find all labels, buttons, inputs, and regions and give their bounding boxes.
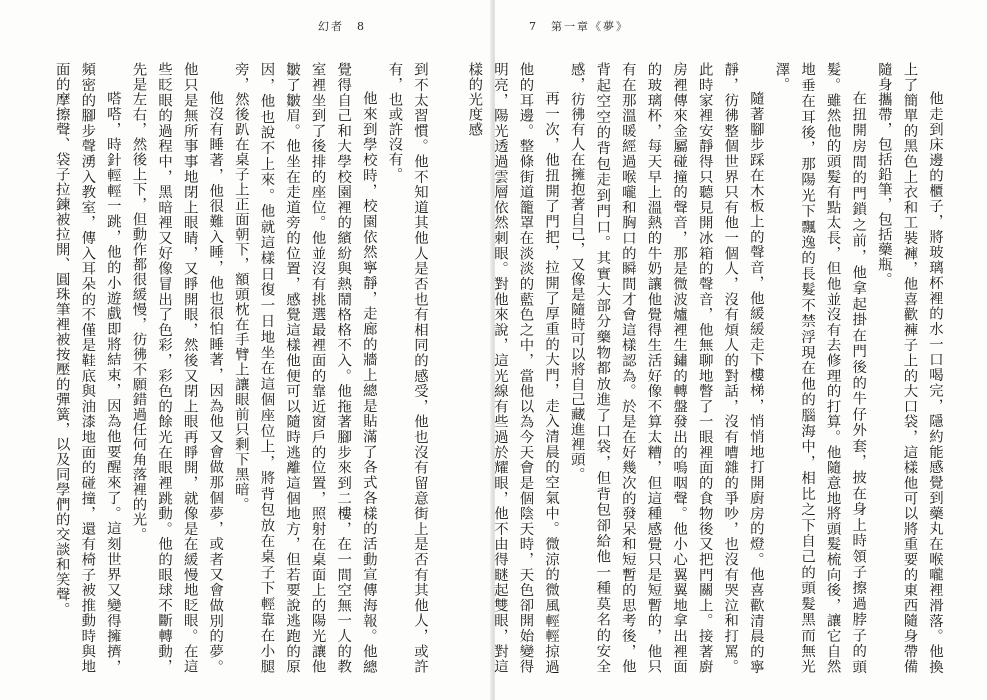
- paragraph: 再一次，他扭開了門把，拉開了厚重的大門，走入清晨的空氣中。微涼的微風輕輕掠過他的耳邊。整條街道籠罩在淡淡的藍色之中，當他以為今天會是個陰天時，天色卻開始變得明亮，陽光透過雲層依然刺眼。對他來說，這光線有些過於耀眼，他不由得瞇起雙眼，對這樣的光度感: [466, 62, 560, 674]
- left-page-header: 幻者 8: [318, 20, 366, 33]
- paragraph: 隨著腳步踩在木板上的聲音，他緩緩走下樓梯，悄悄地打開廚房的燈。他喜歡清晨的寧靜，彷彿整個世界只有他一個人，沒有煩人的對話，沒有嘈雜的爭吵，也沒有哭泣和打罵。此時家裡安靜得只聽見開冰箱的聲音，他無聊地瞥了一眼裡面的食物後又把門關上。接著廚房裡傳來金屬碰撞的聲音，那是微波爐裡生鏽的轉盤發出的嗚咽聲。他小心翼翼地拿出裡面的玻璃杯，每天早上溫熱的牛奶讓他覺得生活好像不算太糟，但這種感覺只是短暫的，他只有在那溫暖經過喉嚨和胸口的瞬間才會這樣認為。於是在好幾次的發呆和短暫的思考後，他背起空空的背包走到門口。其實大部分藥物都放進了口袋，但背包卻給他一種莫名的安全感，彷彿有人在擁抱著自己，又像是隨時可以將自己藏進裡頭。: [568, 62, 764, 674]
- paragraph: 他來到學校時，校園依然寧靜，走廊的牆上總是貼滿了各式各樣的活動宣傳海報。他總覺得自己和大學校園裡的繽紛與熱鬧格格不入。他拖著腳步來到二樓，在一間空無一人的教室裡坐到了後排的座位。他並沒有挑選最裡面的靠近窗戶的位置，照射在桌面上的陽光讓他皺了皺眉。他坐在走道旁的位置，感覺這樣他便可以隨時逃離這個地方，但若要說逃跑的原因，他也說不上來。他就這樣日復一日地坐在這個座位上，將背包放在桌子下輕靠在小腿旁，然後趴在桌子上正面朝下，額頭枕在手臂上讓眼前只剩下黑暗。: [232, 62, 377, 674]
- right-page-header: 7 第一章《夢》: [529, 20, 629, 33]
- left-page-body: [32, 62, 432, 674]
- right-page-body: [466, 62, 947, 674]
- left-page: [0, 0, 492, 700]
- paragraph: 到不太習慣。他不知道其他人是否也有相同的感受，他也沒有留意街上是否有其他人，或許有，也或許沒有。: [386, 62, 428, 674]
- paragraph: 在扭開房間的門鎖之前，他拿起掛在門後的牛仔外套，披在身上時領子擦過脖子的頭髮。雖然他的頭髮有點太長，但他並沒有去修理的打算。他隨意地將頭髮梳向後，讓它自然地垂在耳後，那陽光下飄逸的長髮不禁浮現在他的腦海中，相比之下自己的頭髮黑而無光澤。: [773, 62, 867, 674]
- right-page: [466, 0, 987, 700]
- paragraph: 他沒有睡著，他很難入睡，他也很怕睡著，因為他又會做那個夢，或者又會做別的夢。他只是無所事事地閉上眼睛，又睜開眼，然後又閉上眼再睜開，就像是在緩慢地眨眼。在這些眨眼的過程中，黑暗裡又好像冒出了色彩，彩色的餘光在眼裡跳動。他的眼球不斷轉動，先是左右，然後上下，但動作都很緩慢，彷彿不願錯過任何角落裡的光。: [130, 62, 224, 674]
- paragraph: 嗒嗒，時針輕輕一跳，他的小遊戲即將結束，因為他要醒來了。這刻世界又變得擁擠，頻密的腳步聲湧入教室，傳入耳朵的不僅是鞋底與油漆地面的碰撞，還有椅子被推動時與地面的摩擦聲、袋子拉鍊被拉開、圓珠筆裡被按壓的彈簧，以及同學們的交談和笑聲。: [53, 62, 121, 674]
- paragraph: 他走到床邊的櫃子，將玻璃杯裡的水一口喝完，隱約能感覺到藥丸在喉嚨裡滑落。他換上了簡單的黑色上衣和工裝褲，他喜歡褲子上的大口袋，這樣他可以將重要的東西隨身帶備隨身攜帶，包括鉛筆，包括藥瓶。: [875, 62, 943, 674]
